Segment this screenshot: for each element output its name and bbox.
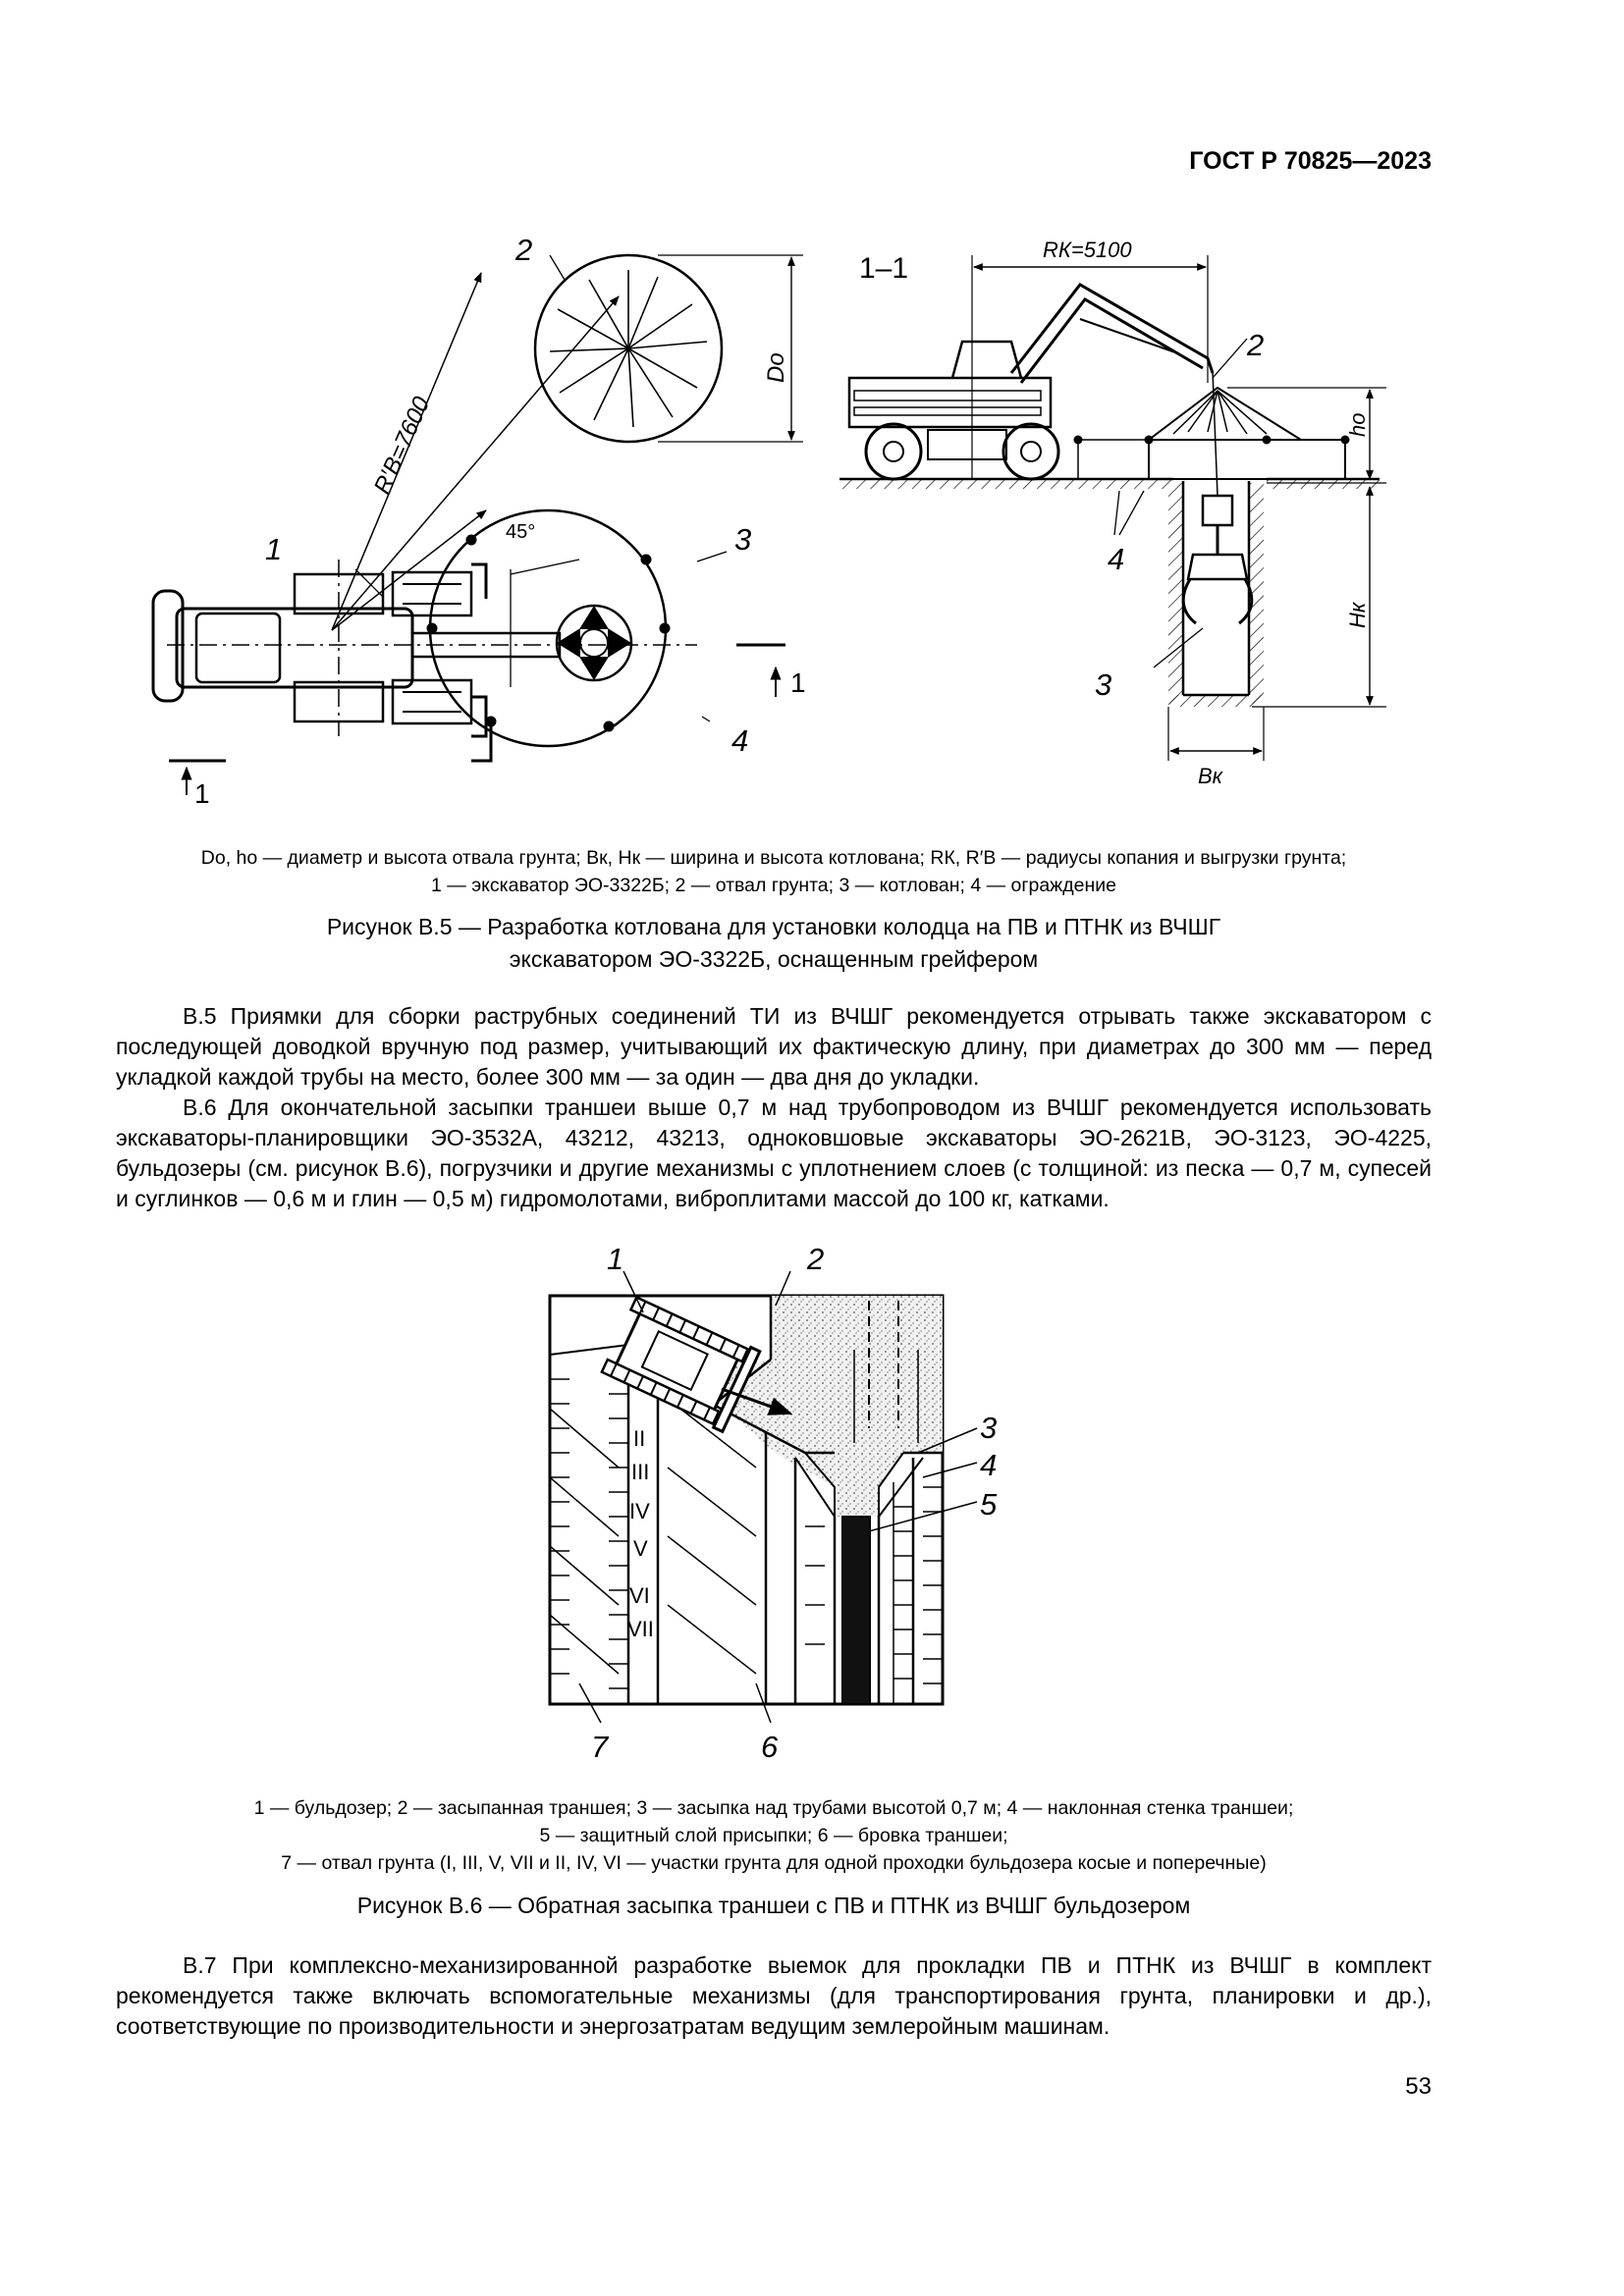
figure-b5-caption bbox=[116, 911, 1432, 976]
fig6-label-1: 1 bbox=[607, 1242, 624, 1276]
page-number: 53 bbox=[1405, 2073, 1432, 2100]
height-pit-label: Hк bbox=[1345, 602, 1370, 628]
fig6-label-3: 3 bbox=[980, 1411, 998, 1445]
section-mark-left: 1 bbox=[194, 778, 210, 809]
plan-view bbox=[153, 255, 803, 795]
zone-label: V bbox=[633, 1536, 648, 1561]
figure-b6-caption: Рисунок В.6 — Обратная засыпка траншеи с ПВ и ПТНК из ВЧШГ бульдозером bbox=[356, 1893, 1191, 1918]
paragraphs-b5-b6 bbox=[116, 1001, 1432, 1214]
radius-rk-label: RК=5100 bbox=[1043, 238, 1132, 262]
label-2: 2 bbox=[515, 233, 533, 267]
paragraph-b7: В.7 При комплексно-механизированной разработке выемок для прокладки ПВ и ПТНК из ВЧШГ в комплект рекомендуется также включать вспомогательные механизмы (для транспортирования грунта, планировки и др.), соответствующие по производительности и энергозатратам ведущим землеройным машинам. bbox=[116, 1952, 1432, 2039]
zone-label: II bbox=[633, 1426, 646, 1451]
fig6-label-5: 5 bbox=[980, 1487, 998, 1522]
figure-b5-legend-line-2: 1 — экскаватор ЭО-3322Б; 2 — отвал грунта; 3 — котлован; 4 — ограждение bbox=[431, 875, 1116, 896]
figure-b5 bbox=[147, 226, 1404, 815]
zone-label: VI bbox=[629, 1583, 650, 1608]
figure-b5-caption-line-2: экскаватором ЭО-3322Б, оснащенным грейфером bbox=[509, 946, 1039, 972]
diameter-do-label: Dо bbox=[763, 352, 789, 383]
fig6-label-6: 6 bbox=[761, 1730, 779, 1764]
angle-label: 45° bbox=[506, 521, 536, 543]
section-labels bbox=[859, 238, 1370, 788]
filled-trench bbox=[702, 1296, 943, 1517]
figure-b5-legend-line-1: Dо, hо — диаметр и высота отвала грунта; Bк, Hк — ширина и высота котлована; RК, R′В — радиусы копания и выгрузки грунта; bbox=[200, 847, 1347, 869]
section-mark-right: 1 bbox=[790, 667, 806, 698]
paragraph-b5: В.5 Приямки для сборки раструбных соединений ТИ из ВЧШГ рекомендуется отрывать также экскаватором с последующей доводкой вручную под размер, учитывающий их фактическую длину, при диаметрах до 300 мм — перед укладкой каждой трубы на место, более 300 мм — за один — два дня до укладки. bbox=[116, 1003, 1432, 1090]
label-4: 4 bbox=[731, 723, 749, 758]
zone-label: IV bbox=[629, 1499, 650, 1523]
label-1: 1 bbox=[265, 532, 283, 566]
section-title: 1–1 bbox=[859, 252, 909, 285]
fig6-label-4: 4 bbox=[980, 1448, 998, 1482]
zone-label: VII bbox=[627, 1617, 654, 1641]
radius-rb-label: R′В=7600 bbox=[368, 393, 436, 499]
height-dump-label: hо bbox=[1345, 412, 1370, 437]
figure-b5-legend bbox=[116, 844, 1432, 899]
label-section-3: 3 bbox=[1095, 667, 1112, 702]
paragraph-b7-block bbox=[116, 1950, 1432, 2042]
figure-b6-legend-line-3: 7 — отвал грунта (I, III, V, VII и II, IV, VI — участки грунта для одной проходки бульдозера косые и поперечные) bbox=[281, 1852, 1267, 1874]
paragraph-b6: В.6 Для окончательной засыпки траншеи выше 0,7 м над трубопроводом из ВЧШГ рекомендуется использовать экскаваторы-планировщики ЭО-3532А, 43212, 43213, одноковшовые экскаваторы ЭО-2621В, ЭО-3123, ЭО-4225, бульдозеры (см. рисунок В.6), погрузчики и другие механизмы с уплотнением слоев (с толщиной: из песка — 0,7 м, супесей и суглинков — 0,6 м и глин — 0,5 м) гидромолотами, виброплитами массой до 100 кг, катками. bbox=[116, 1095, 1432, 1211]
figure-b6-legend-line-2: 5 — защитный слой присыпки; 6 — бровка траншеи; bbox=[539, 1825, 1008, 1846]
label-section-2: 2 bbox=[1247, 328, 1265, 362]
section-view bbox=[839, 255, 1386, 761]
label-3: 3 bbox=[734, 522, 752, 557]
zone-label: III bbox=[631, 1460, 650, 1484]
figure-b5-caption-line-1: Рисунок В.5 — Разработка котлована для установки колодца на ПВ и ПТНК из ВЧШГ bbox=[326, 914, 1221, 939]
pipe bbox=[842, 1517, 870, 1704]
pit-circle bbox=[430, 510, 666, 746]
fig6-label-7: 7 bbox=[591, 1730, 609, 1764]
width-pit-label: Bк bbox=[1198, 764, 1223, 788]
document-header: ГОСТ Р 70825—2023 bbox=[1189, 147, 1432, 175]
fig6-label-2: 2 bbox=[807, 1242, 825, 1276]
figure-b6 bbox=[530, 1232, 1041, 1782]
label-section-4: 4 bbox=[1108, 542, 1125, 576]
figure-b6-legend-line-1: 1 — бульдозер; 2 — засыпанная траншея; 3 — засыпка над трубами высотой 0,7 м; 4 — наклонная стенка траншеи; bbox=[253, 1797, 1294, 1819]
figure-b6-legend bbox=[116, 1794, 1432, 1877]
